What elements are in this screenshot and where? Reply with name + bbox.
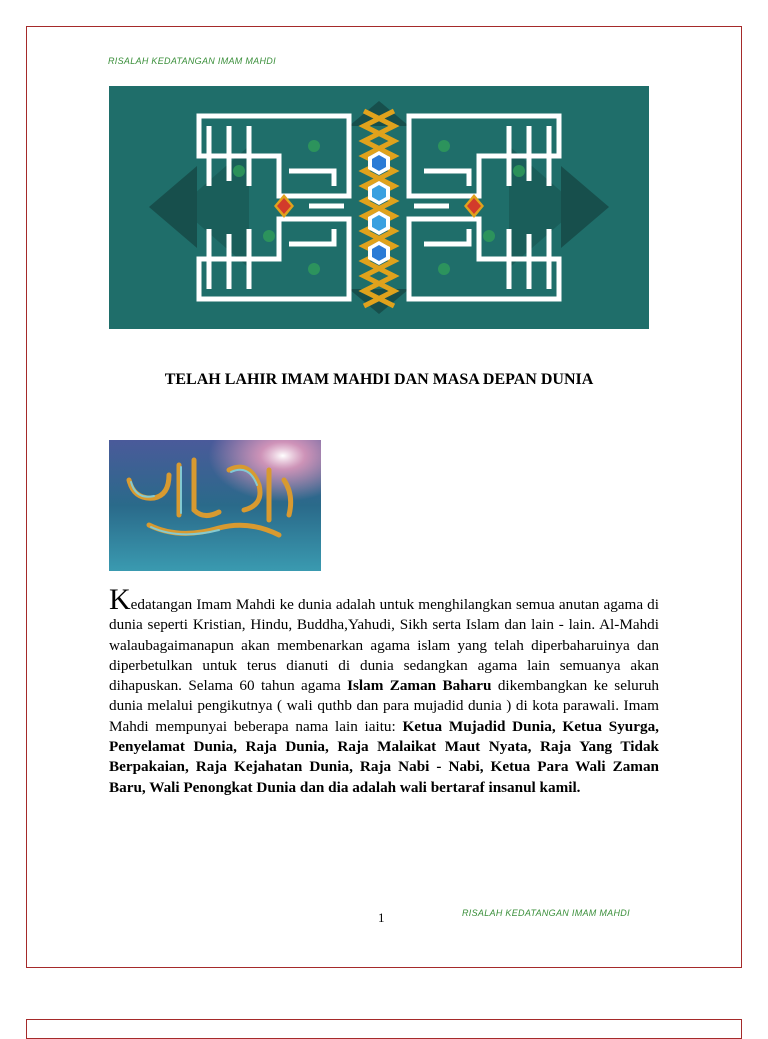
main-paragraph <box>109 583 660 798</box>
paragraph-text-2: dikembangkan ke seluruh dunia melalui pengikutnya ( wali quthb dan para mujadid dunia ) di kota parawali. Imam Mahdi mempunyai beberapa nama lain iaitu: <box>109 677 660 735</box>
page-number: 1 <box>378 910 385 925</box>
paragraph-bold-2: Ketua Mujadid Dunia, Ketua Syurga, Penyelamat Dunia, Raja Dunia, Raja Malaikat Maut Nyata, Raja Yang Tidak Berpakaian, Raja Kejahatan Dunia, Raja Nabi - Nabi, Ketua Para Wali Zaman Baru, Wali Penongkat Dunia dan dia adalah wali bertaraf insanul kamil. <box>109 717 659 796</box>
next-document-page <box>26 1019 742 1039</box>
assalamualaikum-calligraphy-image <box>109 440 321 571</box>
document-title: TELAH LAHIR IMAM MAHDI DAN MASA DEPAN DUNIA <box>164 371 594 388</box>
drop-cap: K <box>109 583 131 616</box>
paragraph-bold-1: Islam Zaman Baharu <box>347 677 492 695</box>
islamic-calligraphy-banner <box>109 86 649 329</box>
running-header: RISALAH KEDATANGAN IMAM MAHDI <box>108 56 276 66</box>
running-footer: RISALAH KEDATANGAN IMAM MAHDI <box>462 908 630 918</box>
paragraph-text-1: edatangan Imam Mahdi ke dunia adalah untuk menghilangkan semua anutan agama di dunia seperti Kristian, Hindu, Buddha,Yahudi, Sikh serta Islam dan lain - lain. Al-Mahdi walaubagaimanapun akan membenarkan agama islam yang telah diperbaharuinya dan diperbetulkan untuk terus dianuti di dunia sedangkan agama lain semuanya akan dihapuskan. Selama 60 tahun agama <box>109 596 659 695</box>
